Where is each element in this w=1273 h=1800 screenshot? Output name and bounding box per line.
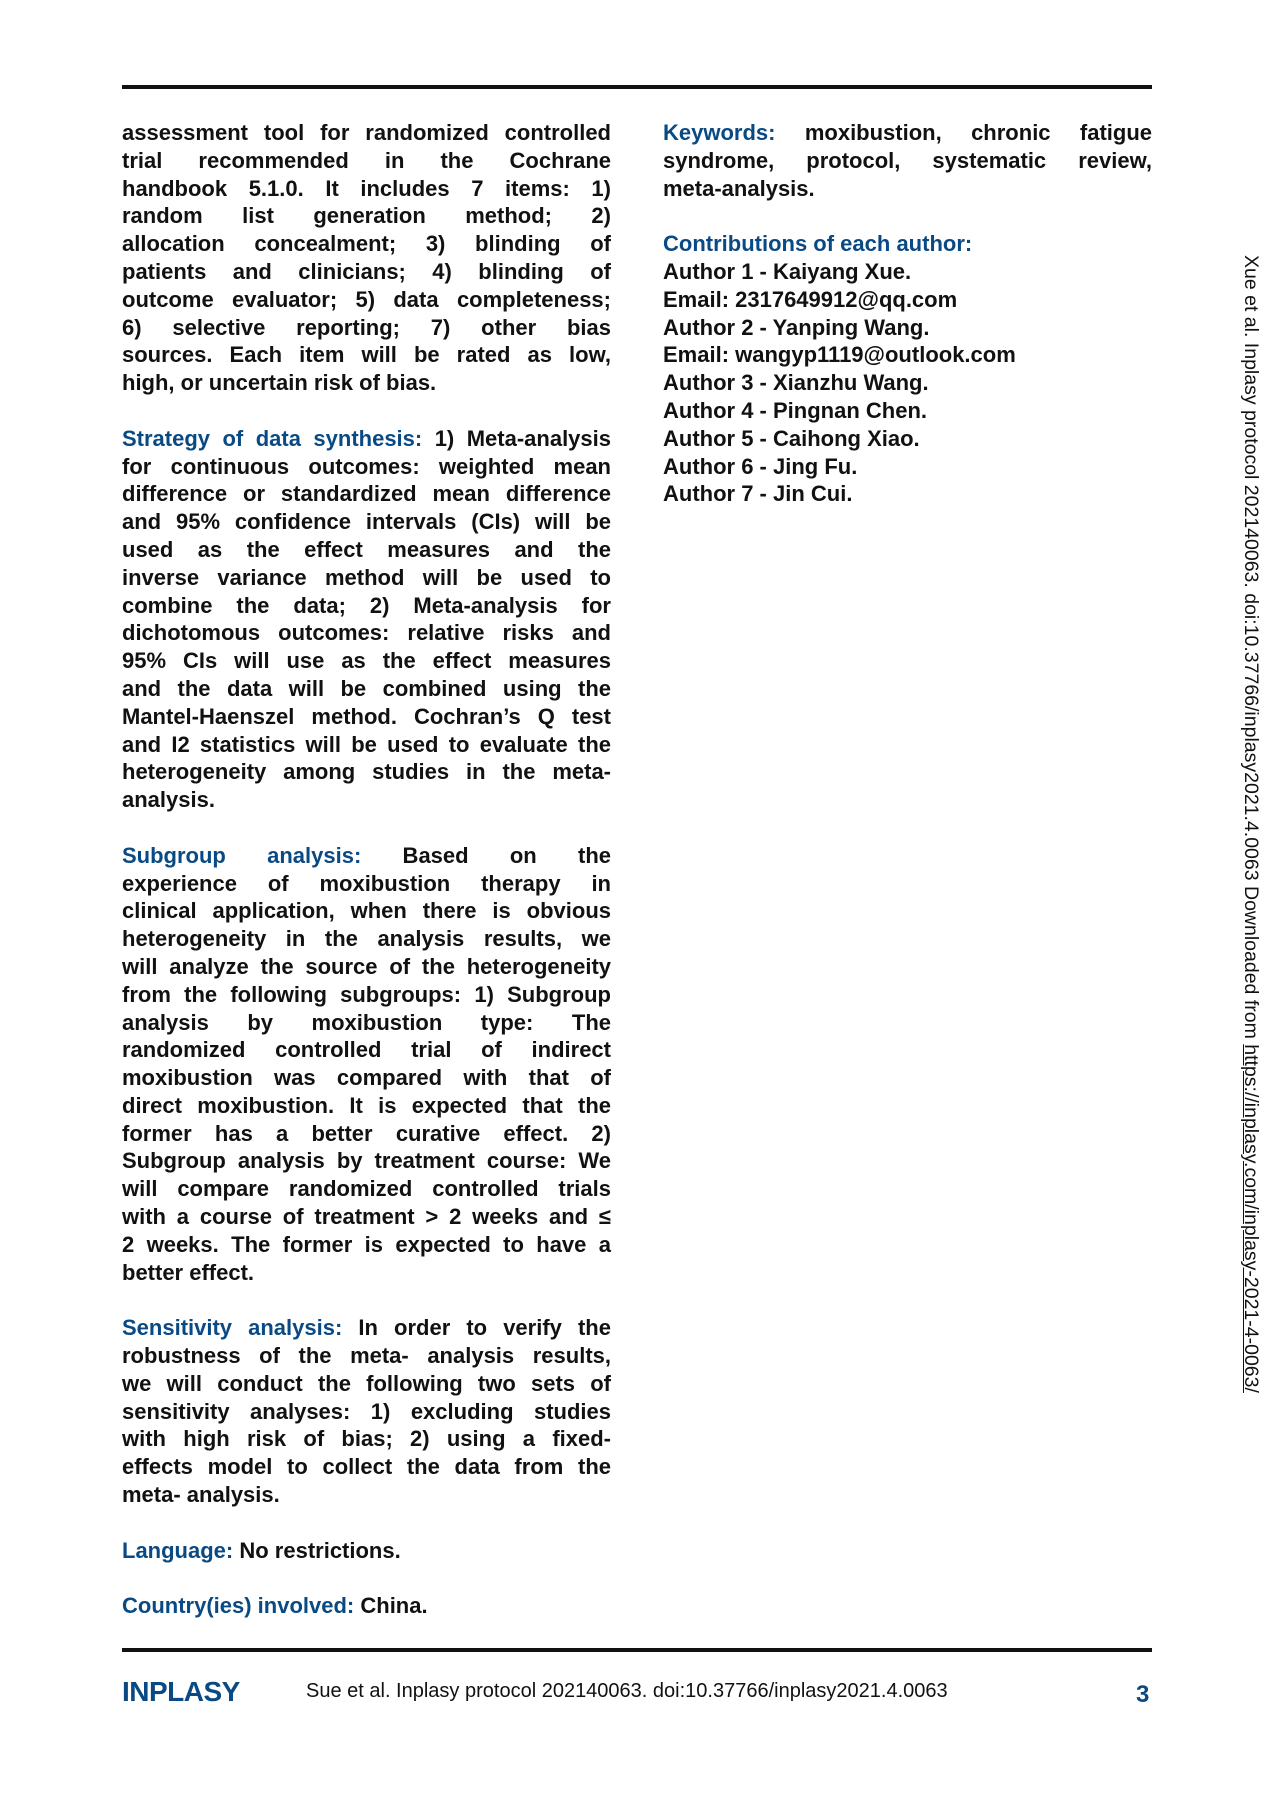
text-line: 2 weeks. The former is expected to have a — [122, 1231, 611, 1257]
text-line: heterogeneity among studies in the meta- — [122, 759, 611, 785]
text-line: high, or uncertain risk of bias. — [122, 370, 437, 396]
language-section — [122, 1537, 611, 1565]
text-line: will compare randomized controlled trials — [122, 1176, 611, 1202]
country-heading: Country(ies) involved: — [122, 1593, 355, 1619]
text-line: combine the data; 2) Meta-analysis for — [122, 592, 611, 618]
header-rule — [122, 85, 1152, 89]
sensitivity-first-line: Sensitivity analysis: In order to verify the — [122, 1315, 611, 1341]
text-line: and I2 statistics will be used to evaluate the — [122, 731, 611, 757]
text-line: meta-analysis. — [663, 175, 815, 201]
text-line: syndrome, protocol, systematic review, — [663, 147, 1152, 173]
text-line: dichotomous outcomes: relative risks and — [122, 620, 611, 646]
text-line: former has a better curative effect. 2) — [122, 1120, 611, 1146]
text-line: random list generation method; 2) — [122, 203, 611, 229]
language-heading: Language: — [122, 1537, 234, 1563]
sensitivity-section — [122, 1314, 611, 1509]
author-line: Author 7 - Jin Cui. — [663, 481, 853, 507]
text-line: analysis. — [122, 787, 215, 813]
vertical-download-notice — [1239, 255, 1262, 1393]
text-line: trial recommended in the Cochrane — [122, 147, 611, 173]
text-line: 95% CIs will use as the effect measures — [122, 648, 611, 674]
left-column — [122, 119, 611, 1648]
subgroup-section — [122, 842, 611, 1287]
text-line: analysis by moxibustion type: The — [122, 1009, 611, 1035]
download-notice-text: Xue et al. Inplasy protocol 202140063. doi:10.37766/inplasy2021.4.0063 Downloaded from — [1240, 255, 1262, 1045]
author-line: Author 1 - Kaiyang Xue. — [663, 258, 912, 284]
text-line: and 95% confidence intervals (CIs) will be — [122, 509, 611, 535]
right-column — [663, 119, 1152, 536]
author-line: Author 4 - Pingnan Chen. — [663, 397, 927, 423]
contributions-heading: Contributions of each author: — [663, 231, 973, 257]
keywords-first-line: Keywords: moxibustion, chronic fatigue — [663, 120, 1152, 145]
page-number: 3 — [1136, 1681, 1150, 1708]
contributions-section — [663, 230, 1152, 508]
text-line: randomized controlled trial of indirect — [122, 1037, 611, 1063]
footer-citation: Sue et al. Inplasy protocol 202140063. doi:10.37766/inplasy2021.4.0063 — [306, 1680, 948, 1702]
text-line: with a course of treatment > 2 weeks and ≤ — [122, 1204, 611, 1230]
text-line: Subgroup analysis by treatment course: We — [122, 1148, 611, 1174]
text-line: clinical application, when there is obvious — [122, 898, 611, 924]
text-line: meta- analysis. — [122, 1482, 280, 1508]
strategy-heading: Strategy of data synthesis: — [122, 425, 423, 451]
text-line: heterogeneity in the analysis results, we — [122, 926, 611, 952]
text-line: robustness of the meta- analysis results, — [122, 1343, 611, 1369]
strategy-section — [122, 425, 611, 814]
text-line: handbook 5.1.0. It includes 7 items: 1) — [122, 175, 611, 201]
download-source-link[interactable]: https://inplasy.com/inplasy-2021-4-0063/ — [1240, 1044, 1262, 1393]
text-line: direct moxibustion. It is expected that the — [122, 1092, 611, 1118]
text-line: difference or standardized mean difference — [122, 481, 611, 507]
keywords-heading: Keywords: — [663, 120, 776, 145]
text-line: patients and clinicians; 4) blinding of — [122, 258, 611, 284]
strategy-first-line: Strategy of data synthesis: 1) Meta-analysis — [122, 425, 612, 451]
risk-of-bias-continuation — [122, 119, 611, 397]
text-line: we will conduct the following two sets of — [122, 1370, 611, 1396]
text-line: and the data will be combined using the — [122, 675, 611, 701]
author-line: Author 2 - Yanping Wang. — [663, 314, 930, 340]
text-line: from the following subgroups: 1) Subgroup — [122, 981, 611, 1007]
author-line: Author 3 - Xianzhu Wang. — [663, 370, 929, 396]
text-line: experience of moxibustion therapy in — [122, 870, 611, 896]
text-line: moxibustion was compared with that of — [122, 1065, 611, 1091]
text-line: will analyze the source of the heterogeneity — [122, 953, 611, 979]
text-line: assessment tool for randomized controlled — [122, 120, 611, 145]
language-value: No restrictions. — [233, 1537, 401, 1563]
author-line: Email: wangyp1119@outlook.com — [663, 342, 1016, 368]
text-line: better effect. — [122, 1259, 255, 1285]
country-section — [122, 1592, 611, 1620]
sensitivity-heading: Sensitivity analysis: — [122, 1315, 343, 1341]
text-line: effects model to collect the data from the — [122, 1454, 611, 1480]
text-line: used as the effect measures and the — [122, 536, 611, 562]
inplasy-logo: INPLASY — [122, 1676, 240, 1707]
text-line: outcome evaluator; 5) data completeness; — [122, 286, 611, 312]
text-line: allocation concealment; 3) blinding of — [122, 231, 611, 257]
text-line: for continuous outcomes: weighted mean — [122, 453, 611, 479]
author-line: Author 5 - Caihong Xiao. — [663, 425, 920, 451]
author-line: Email: 2317649912@qq.com — [663, 286, 958, 312]
text-line: sources. Each item will be rated as low, — [122, 342, 611, 368]
text-line: Mantel-Haenszel method. Cochran’s Q test — [122, 703, 611, 729]
country-value: China. — [354, 1593, 428, 1619]
subgroup-heading: Subgroup analysis: — [122, 842, 362, 868]
keywords-section — [663, 119, 1152, 202]
text-line: 6) selective reporting; 7) other bias — [122, 314, 611, 340]
subgroup-first-line: Subgroup analysis: Based on the — [122, 842, 611, 868]
author-line: Author 6 - Jing Fu. — [663, 453, 858, 479]
text-line: inverse variance method will be used to — [122, 564, 611, 590]
text-line: sensitivity analyses: 1) excluding studies — [122, 1398, 611, 1424]
text-line: with high risk of bias; 2) using a fixed- — [122, 1426, 611, 1452]
footer-rule — [122, 1648, 1152, 1652]
